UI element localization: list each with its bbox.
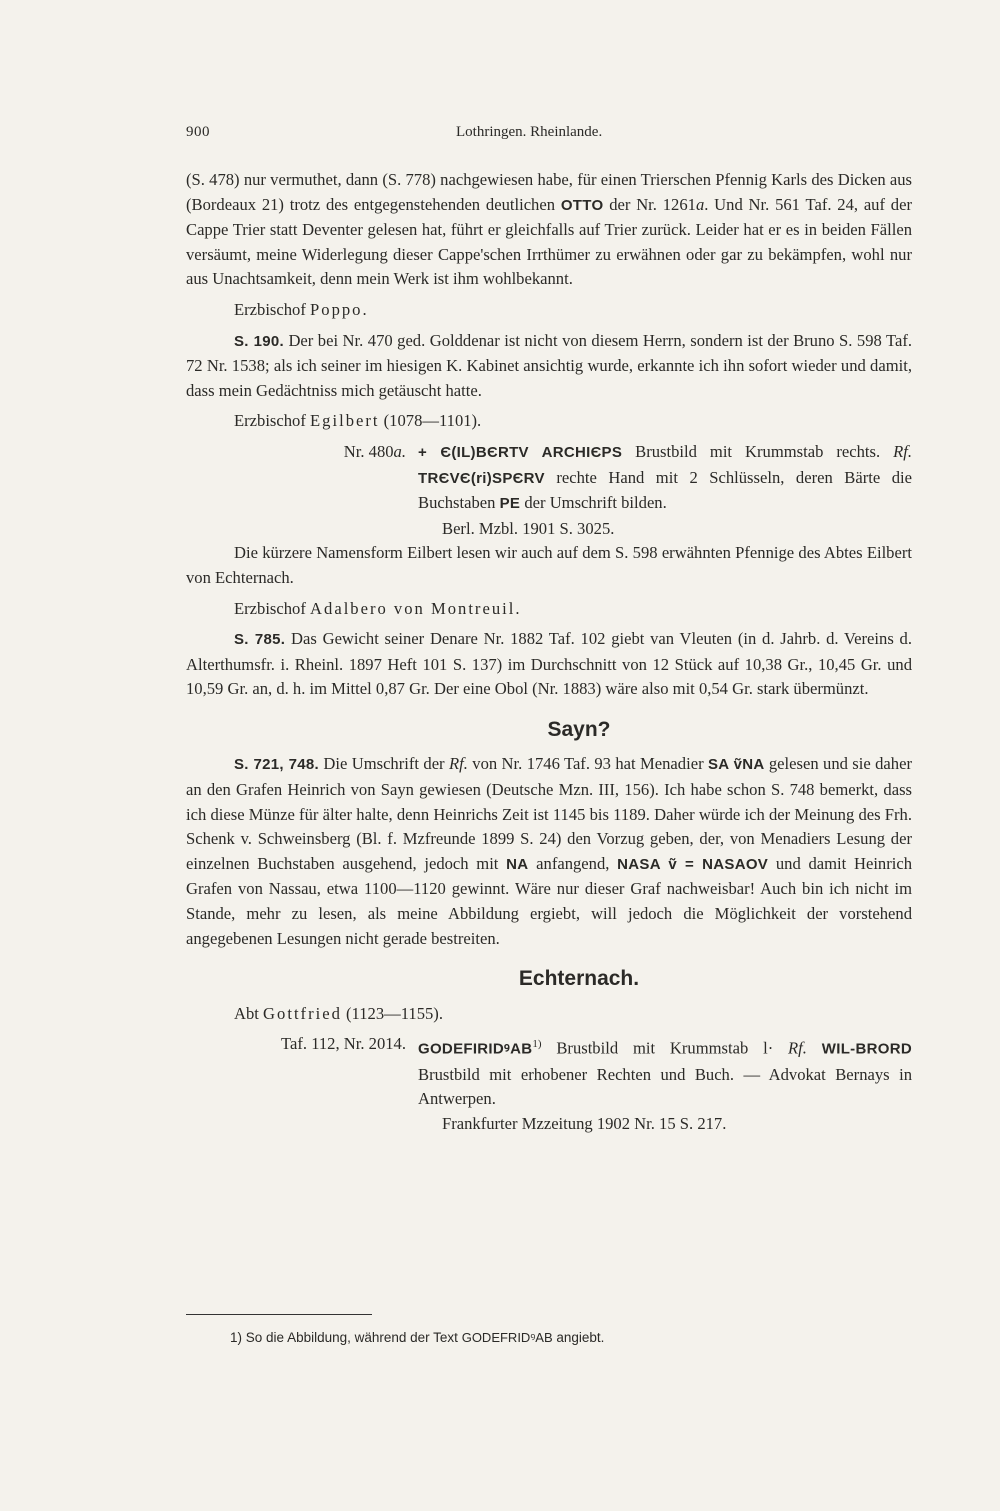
heading-title: Abt bbox=[234, 1003, 259, 1023]
text-span: a. bbox=[393, 441, 406, 461]
heading-gottfried bbox=[186, 1002, 912, 1027]
text-span: Rf. bbox=[788, 1038, 807, 1058]
coin-legend: WIL-BRORD bbox=[821, 1040, 912, 1058]
text-span: Nr. 480 bbox=[343, 441, 394, 461]
entry-text bbox=[418, 440, 912, 541]
heading-name: Egilbert bbox=[310, 411, 380, 431]
heading-name: Gottfried bbox=[263, 1003, 342, 1023]
coin-legend: NA bbox=[506, 855, 529, 873]
section-ref: S. 190. bbox=[234, 332, 284, 350]
coin-legend: NASA ṽ = NASAOV bbox=[617, 855, 769, 873]
entry-source: Berl. Mzbl. 1901 S. 3025. bbox=[442, 518, 615, 538]
section-title-echternach: Echternach. bbox=[518, 967, 640, 991]
page-header bbox=[186, 124, 916, 144]
text-span: a bbox=[695, 194, 705, 214]
footnote-mark: 1) bbox=[532, 1038, 542, 1051]
text-span: der Umschrift bilden. bbox=[524, 493, 667, 513]
text-span: Rf. bbox=[893, 441, 912, 461]
text-span: angiebt. bbox=[556, 1330, 605, 1345]
coin-legend: GODEFIRIDꝰAB bbox=[418, 1040, 533, 1058]
section-title-sayn: Sayn? bbox=[547, 717, 611, 741]
entry-label bbox=[186, 440, 418, 541]
coin-legend: SA ṽNA bbox=[707, 756, 765, 774]
entry-label: Taf. 112, Nr. 2014. bbox=[281, 1034, 406, 1054]
heading-title: Erzbischof bbox=[234, 598, 306, 618]
entry-taf112 bbox=[186, 1032, 912, 1136]
text-span: und damit Heinrich Grafen von Nassau, etwa 1100—1120 gewinnt. Wäre nur dieser Graf nachweisbar! Auch bin ich nicht im Stande, mehr zu lesen, als meine Abbildung ergiebt, will jedoch die Möglichkeit der vorstehend angegebenen Lesungen nicht gerade bestreiten. bbox=[186, 853, 913, 948]
page-body bbox=[186, 168, 912, 1136]
text-span: Brustbild mit erhobener Rechten und Buch. — Advokat Bernays in Antwerpen. bbox=[418, 1064, 912, 1109]
text-span: von Nr. 1746 Taf. 93 hat Menadier bbox=[472, 754, 704, 774]
coin-legend: TRЄVЄ(ri)SPЄRV bbox=[418, 469, 545, 487]
section-ref: S. 721, 748. bbox=[234, 756, 319, 774]
text-span: Die Umschrift der bbox=[323, 754, 445, 774]
heading-dates: (1123—1155). bbox=[346, 1003, 443, 1023]
text-span: Brustbild mit Krummstab l· bbox=[556, 1038, 774, 1058]
heading-dates: (1078—1101). bbox=[383, 411, 482, 431]
entry-source: Frankfurter Mzzeitung 1902 Nr. 15 S. 217. bbox=[442, 1113, 727, 1133]
heading-name: Adalbero von Montreuil. bbox=[310, 598, 522, 618]
paragraph-s785 bbox=[186, 627, 912, 702]
footnote-mark: 1) bbox=[230, 1330, 243, 1345]
text-span: Die kürzere Namensform Eilbert lesen wir auch auf dem S. 598 erwähnten Pfennige des Abtes Eilbert von Echternach. bbox=[186, 543, 912, 587]
paragraph-sayn bbox=[186, 752, 912, 951]
entry-text bbox=[418, 1032, 912, 1136]
text-span: der Nr. 1261 bbox=[609, 194, 696, 214]
heading-title: Erzbischof bbox=[234, 299, 306, 319]
footnote bbox=[230, 1328, 604, 1346]
paragraph-s190 bbox=[186, 329, 912, 404]
coin-legend: PE bbox=[499, 495, 521, 513]
footnote-rule bbox=[186, 1314, 372, 1315]
text-span: anfangend, bbox=[536, 853, 610, 873]
running-head: Lothringen. Rheinlande. bbox=[456, 124, 603, 140]
heading-title: Erzbischof bbox=[234, 411, 306, 431]
coin-legend: GODEFRIDꝰAB bbox=[461, 1330, 553, 1345]
heading-name: Poppo. bbox=[310, 299, 369, 319]
entry-nr480a bbox=[186, 440, 912, 541]
coin-legend: OTTO bbox=[560, 196, 604, 214]
text-span: Brustbild mit Krummstab rechts. bbox=[635, 441, 881, 461]
text-span: . Und Nr. 561 Taf. 24, auf der Cappe Trier statt Deventer gelesen hat, führt er gleichfalls auf Trier zurück. Leider hat er es in beiden Fällen versäumt, meine Widerlegung dieser Cappe'schen Irrthümer zu erwähnen oder gar zu bekämpfen, wohl nur aus Unachtsamkeit, denn mein Werk ist ihm wohlbekannt. bbox=[186, 194, 912, 289]
page-number: 900 bbox=[186, 124, 210, 140]
text-span: rechte Hand mit 2 Schlüsseln, deren Bärte die Buchstaben bbox=[418, 467, 912, 513]
coin-legend: + Є(IL)BЄRTV ARCHIЄPS bbox=[418, 443, 623, 461]
text-span: Das Gewicht seiner Denare Nr. 1882 Taf. 102 giebt van Vleuten (in d. Jahrb. d. Vereins d. Alterthumsfr. i. Rheinl. 1897 Heft 101 S. 137) im Durchschnitt von 12 Stück auf 10,38 Gr., 10,45 Gr. und 10,59 Gr. an, d. h. im Mittel 0,87 Gr. Der eine Obol (Nr. 1883) wäre also mit 0,54 Gr. stark übermünzt. bbox=[186, 629, 912, 699]
heading-poppo bbox=[186, 298, 912, 323]
text-span: (S. 478) nur vermuthet, dann (S. 778) nachgewiesen habe, für einen Trierschen Pfennig Karls des Dicken aus (Bordeaux 21) trotz des entgegenstehenden deutlichen bbox=[186, 170, 912, 214]
paragraph-cappe bbox=[186, 168, 912, 292]
heading-adalbero bbox=[186, 597, 912, 622]
paragraph-eilbert bbox=[186, 541, 912, 590]
text-span: gelesen und sie daher an den Grafen Heinrich von Sayn gewiesen (Deutsche Mzn. III, 156). Ich habe schon S. 748 bemerkt, dass ich diese Münze für älter halte, denn Heinrichs Zeit ist 1145 bis 1189. Daher würde ich der Meinung des Frh. Schenk v. Schweinsberg (Bl. f. Mzfreunde 1899 S. 24) den Vorzug geben, der, von Menadiers Lesung der einzelnen Buchstaben ausgehend, jedoch mit bbox=[186, 754, 912, 873]
heading-egilbert bbox=[186, 409, 912, 434]
text-span: Der bei Nr. 470 ged. Golddenar ist nicht von diesem Herrn, sondern ist der Bruno S. 598 Taf. 72 Nr. 1538; als ich seiner im hiesigen K. Kabinet ansichtig wurde, erkannte ich ihn sofort wieder und damit, dass mein Gedächtniss mich getäuscht hatte. bbox=[186, 330, 912, 400]
section-ref: S. 785. bbox=[234, 631, 286, 649]
text-span: So die Abbildung, während der Text bbox=[245, 1330, 458, 1345]
text-span: Rf. bbox=[448, 754, 468, 774]
